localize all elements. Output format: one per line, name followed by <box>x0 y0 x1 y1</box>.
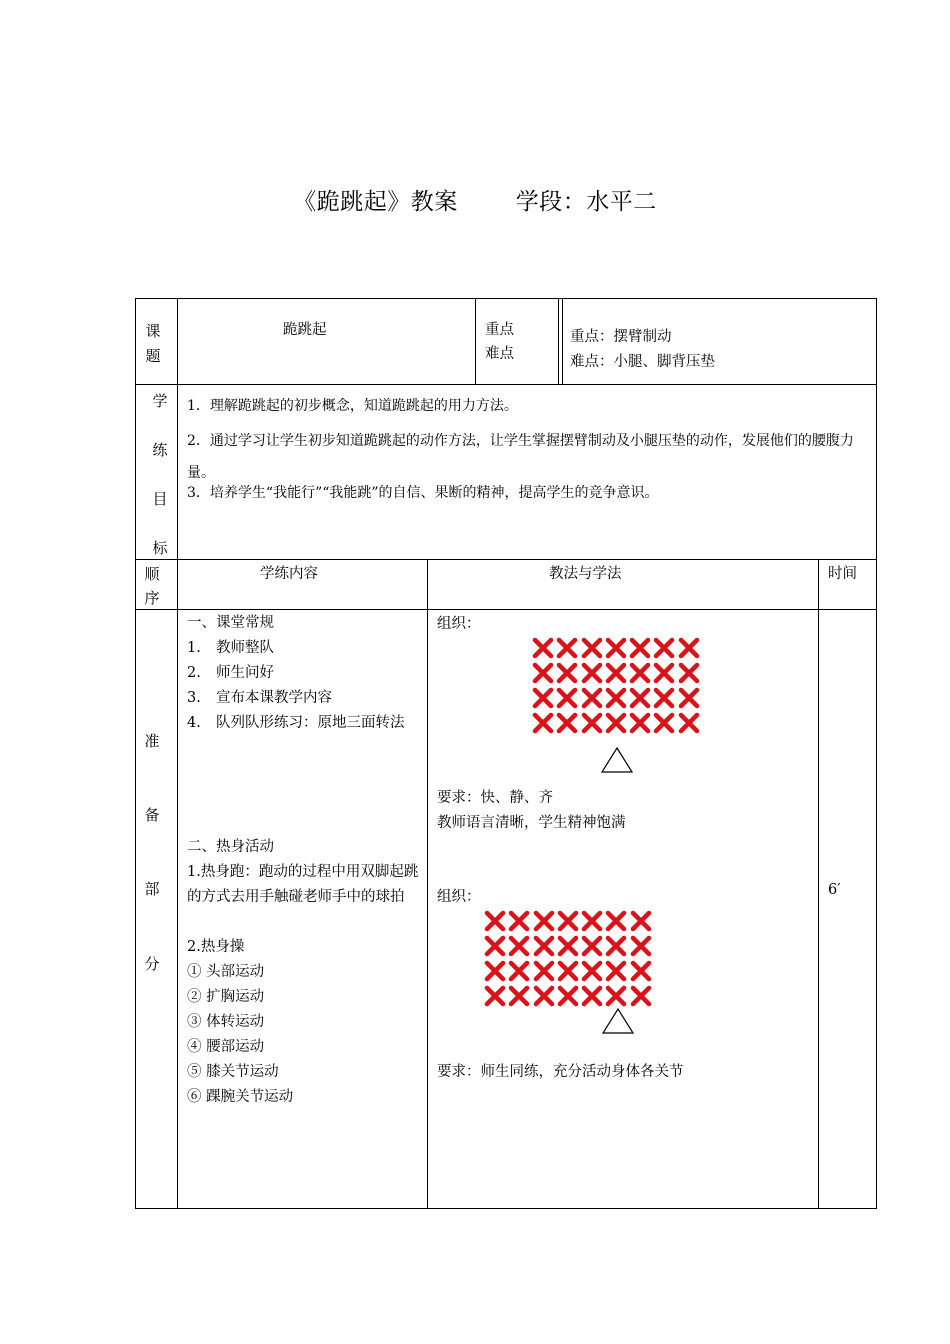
organization-label-2: 组织： <box>437 889 481 905</box>
topic-label-1: 课 <box>145 322 161 340</box>
objective-label-1: 学 <box>152 392 168 410</box>
red-x-icon <box>628 661 652 685</box>
red-x-icon <box>628 636 652 660</box>
order-label-1: 顺 <box>144 565 160 583</box>
warmup-run: 1.热身跑：跑动的过程中用双脚起跳的方式去用手触碰老师手中的球拍 <box>187 864 419 905</box>
exercise-item: ④ 腰部运动 <box>187 1039 265 1055</box>
red-x-icon <box>532 984 556 1008</box>
red-x-icon <box>677 661 701 685</box>
student-formation-1 <box>531 636 701 736</box>
objective-label-2: 练 <box>152 441 168 459</box>
lesson-title: 《跪跳起》教案 <box>293 189 458 215</box>
routine-item-num: 3. <box>187 690 201 706</box>
red-x-icon <box>483 984 507 1008</box>
red-x-icon <box>556 984 580 1008</box>
difficult-point: 难点：小腿、脚背压垫 <box>570 354 715 370</box>
table-col-divider <box>562 298 563 384</box>
exercise-item: ② 扩胸运动 <box>187 989 265 1005</box>
red-x-icon <box>677 636 701 660</box>
key-label-1: 重点 <box>485 322 514 338</box>
red-x-icon <box>628 711 652 735</box>
table-border-bottom <box>135 1208 877 1209</box>
table-row-divider <box>135 384 877 385</box>
table-col-divider <box>558 298 559 384</box>
section-label-2: 备 <box>144 806 160 824</box>
red-x-icon <box>652 636 676 660</box>
red-x-icon <box>652 711 676 735</box>
table-border-top <box>135 298 877 299</box>
objective-item-2: 2．通过学习让学生初步知道跪跳起的动作方法，让学生掌握摆臂制动及小腿压垫的动作，发展他们的腰腹力量。 <box>187 433 854 481</box>
table-col-divider <box>427 559 428 1209</box>
topic-value: 跪跳起 <box>283 322 327 338</box>
document-title <box>0 183 950 216</box>
red-x-icon <box>555 661 579 685</box>
time-header: 时间 <box>828 566 857 582</box>
topic-label-2: 题 <box>145 347 161 365</box>
requirement-2: 要求：师生同练，充分活动身体各关节 <box>437 1064 684 1080</box>
red-x-icon <box>531 711 555 735</box>
exercise-item: ⑤ 膝关节运动 <box>187 1064 279 1080</box>
organization-label-1: 组织： <box>437 616 481 632</box>
section-label-3: 部 <box>144 880 160 898</box>
grade-level: 学段：水平二 <box>515 189 657 215</box>
red-x-icon <box>604 909 628 933</box>
objective-item-1: 1．理解跪跳起的初步概念，知道跪跳起的用力方法。 <box>187 398 518 414</box>
red-x-icon <box>532 909 556 933</box>
red-x-icon <box>604 959 628 983</box>
red-x-icon <box>604 934 628 958</box>
content-header: 学练内容 <box>260 566 318 582</box>
red-x-icon <box>555 686 579 710</box>
red-x-icon <box>629 909 653 933</box>
warmup-exercise-title: 2.热身操 <box>187 939 245 955</box>
red-x-icon <box>532 934 556 958</box>
red-x-icon <box>604 711 628 735</box>
red-x-icon <box>628 686 652 710</box>
red-x-icon <box>483 934 507 958</box>
table-row-divider <box>135 559 877 560</box>
routine-item-text: 师生问好 <box>216 665 274 681</box>
triangle-icon <box>601 1007 635 1035</box>
objective-label-3: 目 <box>152 490 168 508</box>
red-x-icon <box>629 934 653 958</box>
red-x-icon <box>483 959 507 983</box>
red-x-icon <box>556 909 580 933</box>
routine-item-num: 1. <box>187 640 201 656</box>
method-header: 教法与学法 <box>549 566 622 582</box>
red-x-icon <box>555 636 579 660</box>
red-x-icon <box>580 636 604 660</box>
routine-item-num: 4. <box>187 715 201 731</box>
red-x-icon <box>507 909 531 933</box>
routine-item-num: 2. <box>187 665 201 681</box>
red-x-icon <box>532 959 556 983</box>
table-row-divider <box>135 609 877 610</box>
order-label-2: 序 <box>144 589 160 607</box>
table-border-left <box>135 298 136 1209</box>
exercise-item: ① 头部运动 <box>187 964 265 980</box>
section-time: 6′ <box>828 882 841 898</box>
red-x-icon <box>677 711 701 735</box>
red-x-icon <box>652 686 676 710</box>
triangle-icon <box>600 746 634 774</box>
red-x-icon <box>629 984 653 1008</box>
section-label-4: 分 <box>144 955 160 973</box>
key-label-2: 难点 <box>485 346 514 362</box>
red-x-icon <box>604 661 628 685</box>
red-x-icon <box>580 909 604 933</box>
warmup-title: 二、热身活动 <box>187 839 274 855</box>
red-x-icon <box>556 959 580 983</box>
requirement-1-detail: 教师语言清晰，学生精神饱满 <box>437 815 626 831</box>
red-x-icon <box>580 959 604 983</box>
red-x-icon <box>507 934 531 958</box>
red-x-icon <box>580 686 604 710</box>
red-x-icon <box>556 934 580 958</box>
red-x-icon <box>555 711 579 735</box>
red-x-icon <box>531 686 555 710</box>
exercise-item: ③ 体转运动 <box>187 1014 265 1030</box>
red-x-icon <box>604 984 628 1008</box>
routine-item-text: 队列队形练习：原地三面转法 <box>216 715 405 731</box>
objective-label-4: 标 <box>152 539 168 557</box>
red-x-icon <box>604 686 628 710</box>
routine-item-text: 宣布本课教学内容 <box>216 690 332 706</box>
objective-item-3: 3．培养学生“我能行”“我能跳”的自信、果断的精神，提高学生的竞争意识。 <box>187 485 659 501</box>
red-x-icon <box>580 934 604 958</box>
table-col-divider <box>475 298 476 384</box>
red-x-icon <box>677 686 701 710</box>
key-point: 重点：摆臂制动 <box>570 329 672 345</box>
red-x-icon <box>604 636 628 660</box>
red-x-icon <box>507 959 531 983</box>
red-x-icon <box>580 711 604 735</box>
red-x-icon <box>652 661 676 685</box>
red-x-icon <box>507 984 531 1008</box>
red-x-icon <box>629 959 653 983</box>
red-x-icon <box>580 984 604 1008</box>
red-x-icon <box>531 636 555 660</box>
requirement-1: 要求：快、静、齐 <box>437 790 553 806</box>
student-formation-2 <box>483 909 653 1009</box>
section-label-1: 准 <box>144 732 160 750</box>
routine-item-text: 教师整队 <box>216 640 274 656</box>
table-col-divider <box>177 298 178 1209</box>
routine-title: 一、课堂常规 <box>187 615 274 631</box>
table-col-divider <box>818 559 819 1209</box>
red-x-icon <box>580 661 604 685</box>
exercise-item: ⑥ 踝腕关节运动 <box>187 1089 294 1105</box>
red-x-icon <box>531 661 555 685</box>
table-border-right <box>876 298 877 1209</box>
red-x-icon <box>483 909 507 933</box>
